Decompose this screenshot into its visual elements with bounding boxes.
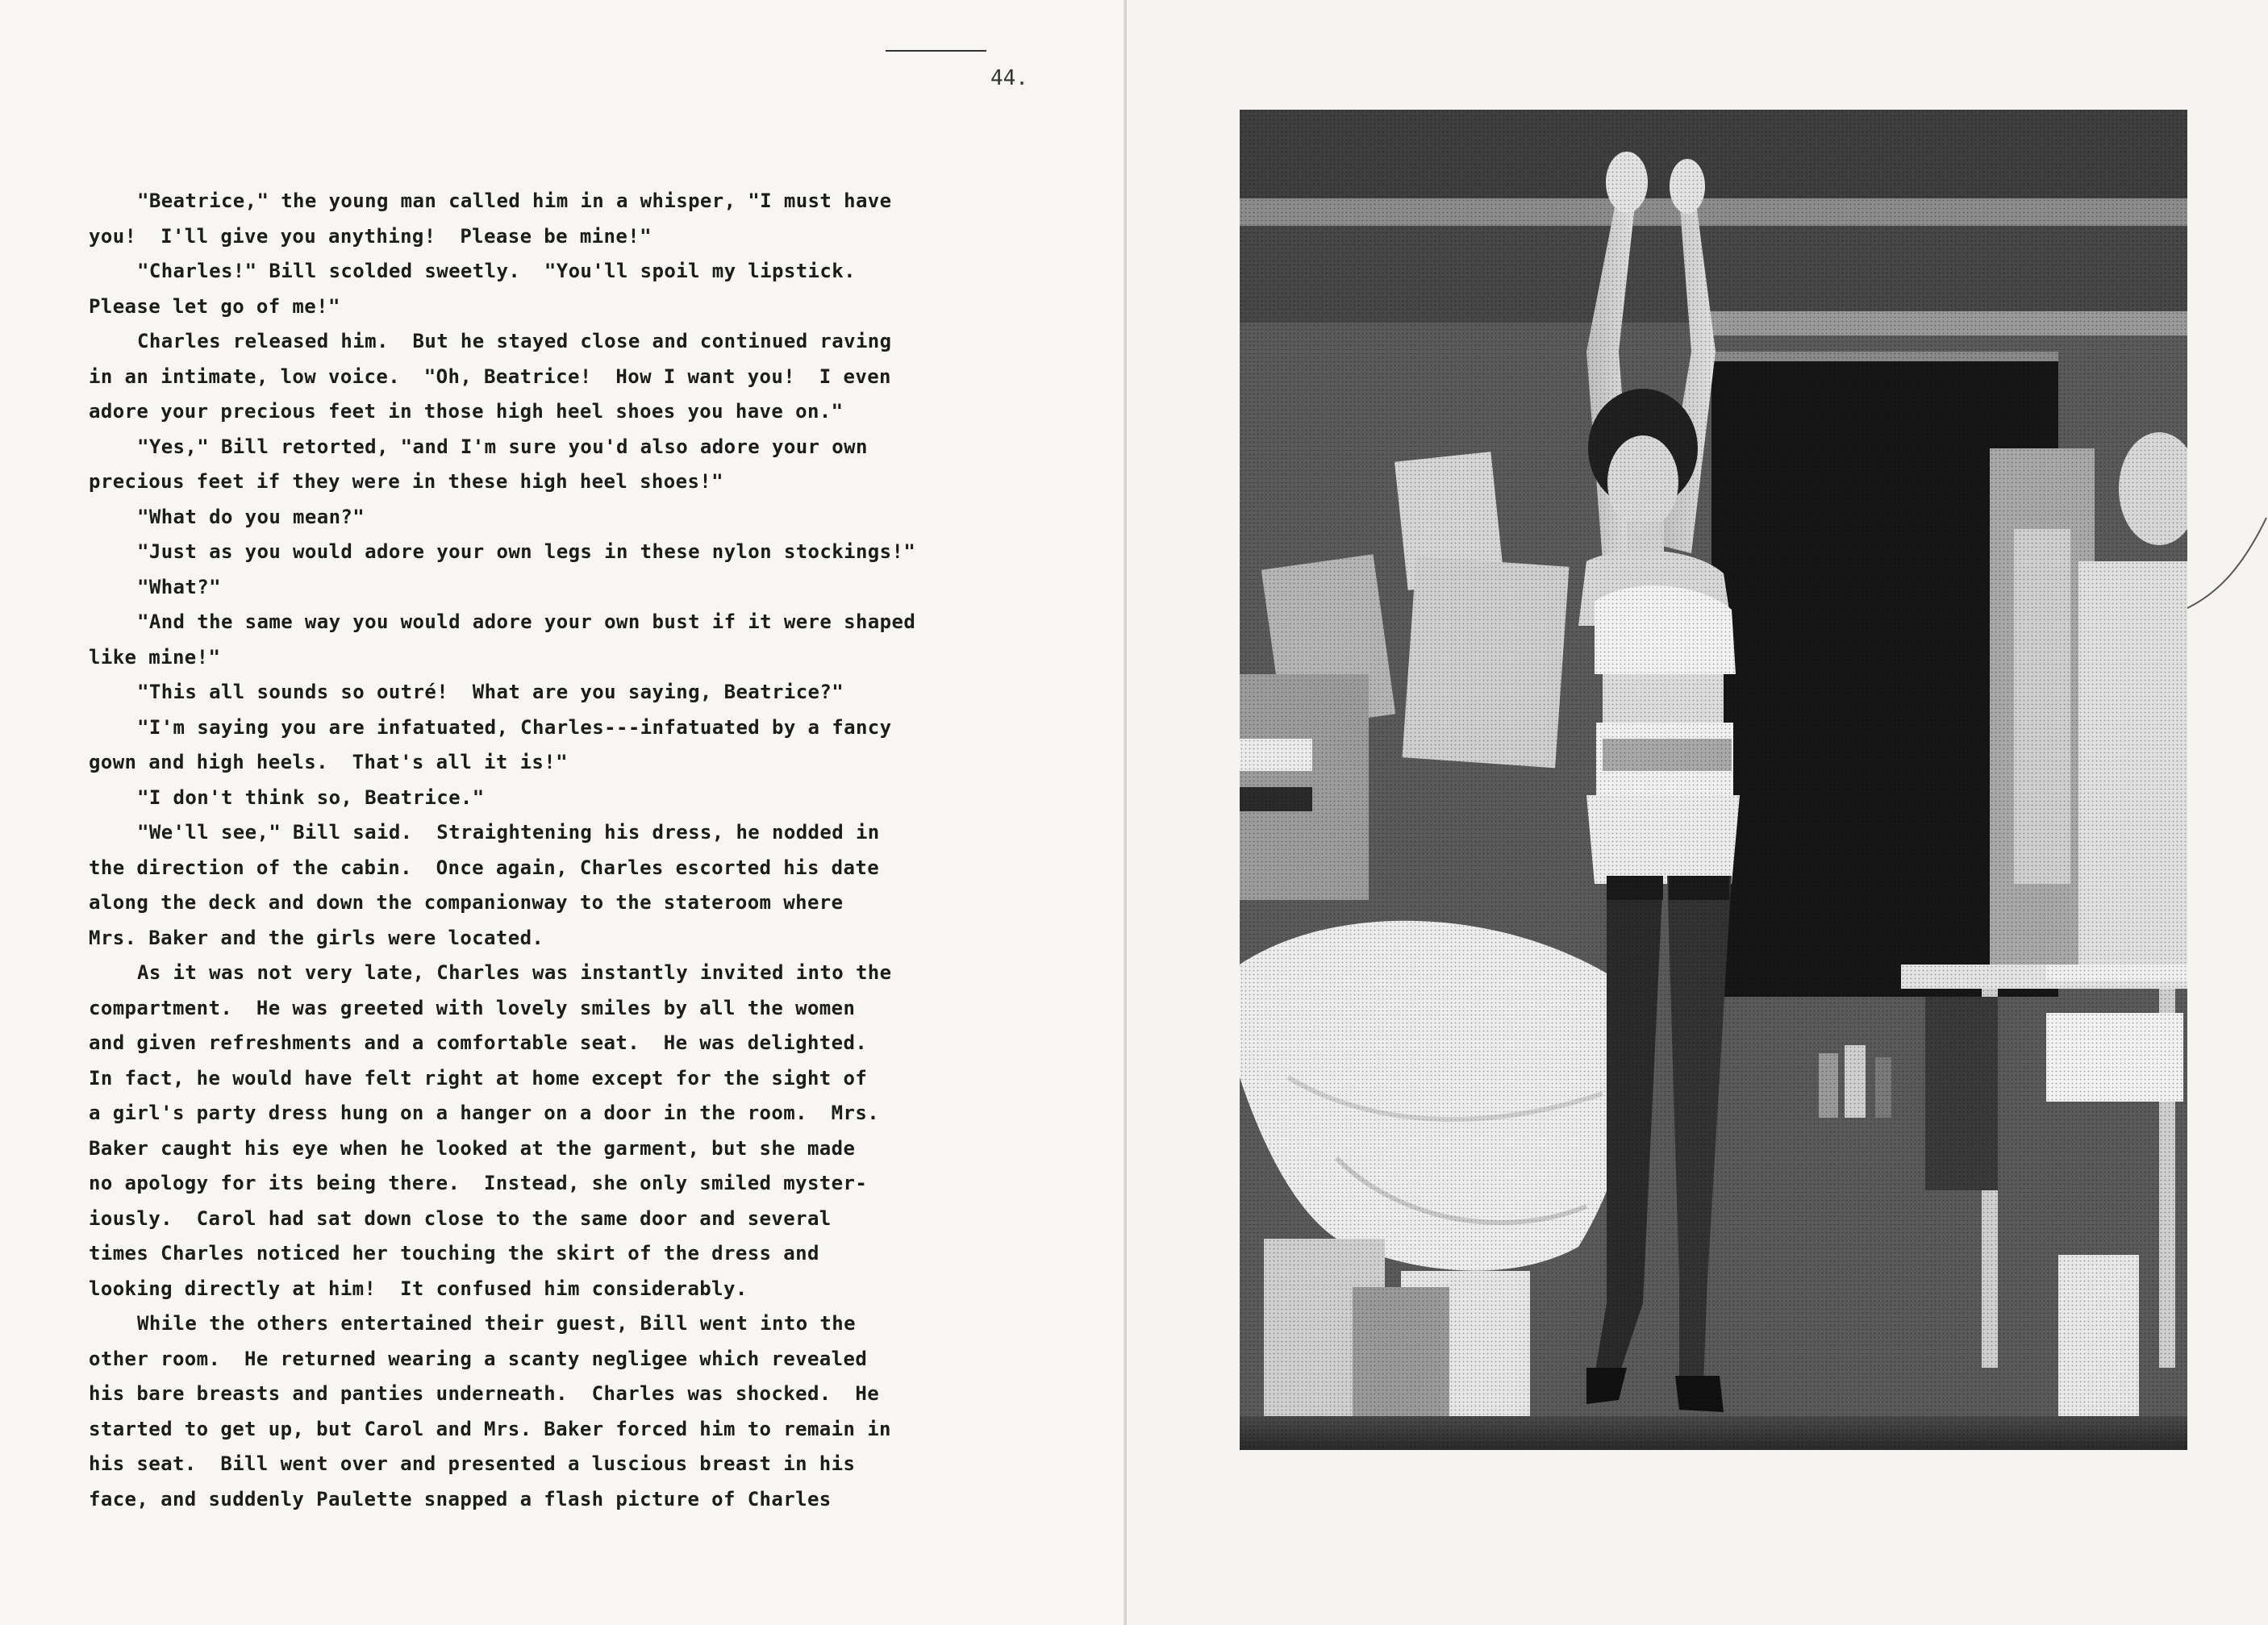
text-line: no apology for its being there. Instead, she only smiled myster-	[89, 1172, 868, 1194]
text-line: gown and high heels. That's all it is!"	[89, 751, 568, 773]
text-line: "Just as you would adore your own legs in these nylon stockings!"	[137, 540, 916, 563]
header-rule	[886, 50, 986, 52]
text-line: in an intimate, low voice. "Oh, Beatrice! How I want you! I even	[89, 365, 891, 388]
text-line: Mrs. Baker and the girls were located.	[89, 926, 544, 949]
text-line: like mine!"	[89, 645, 221, 669]
text-line: "What?"	[137, 575, 221, 598]
text-line: you! I'll give you anything! Please be mine!"	[89, 224, 652, 248]
text-line: "Beatrice," the young man called him in a whisper, "I must have	[137, 190, 892, 212]
text-line: "Yes," Bill retorted, "and I'm sure you'd also adore your own	[137, 435, 868, 458]
text-line: Charles released him. But he stayed close and continued raving	[137, 330, 892, 352]
text-line: Baker caught his eye when he looked at the garment, but she made	[89, 1136, 856, 1160]
text-line: "I don't think so, Beatrice."	[137, 785, 485, 809]
text-line: adore your precious feet in those high heel shoes you have on."	[89, 400, 844, 423]
page-number: 44.	[990, 66, 1028, 90]
text-line: compartment. He was greeted with lovely smiles by all the women	[89, 996, 856, 1019]
body-text	[89, 184, 1008, 1517]
text-line: and given refreshments and a comfortable seat. He was delighted.	[89, 1031, 868, 1054]
text-line: looking directly at him! It confused him considerably.	[89, 1277, 748, 1300]
text-line: his bare breasts and panties underneath. Charles was shocked. He	[89, 1382, 880, 1405]
text-line: along the deck and down the companionway to the stateroom where	[89, 891, 844, 914]
text-line: other room. He returned wearing a scanty negligee which revealed	[89, 1347, 868, 1370]
photograph-image	[1240, 110, 2187, 1450]
text-line: "I'm saying you are infatuated, Charles---infatuated by a fancy	[137, 715, 892, 739]
text-line: a girl's party dress hung on a hanger on a door in the room. Mrs.	[89, 1102, 880, 1124]
text-line: the direction of the cabin. Once again, Charles escorted his date	[89, 856, 880, 879]
photograph	[1240, 110, 2187, 1450]
text-line: In fact, he would have felt right at home except for the sight of	[89, 1066, 868, 1090]
text-line: "This all sounds so outré! What are you saying, Beatrice?"	[137, 681, 844, 703]
text-line: iously. Carol had sat down close to the same door and several	[89, 1206, 832, 1230]
text-line: started to get up, but Carol and Mrs. Baker forced him to remain in	[89, 1417, 891, 1440]
text-line: times Charles noticed her touching the skirt of the dress and	[89, 1242, 819, 1265]
text-line: Please let go of me!"	[89, 294, 340, 318]
text-line: "We'll see," Bill said. Straightening his dress, he nodded in	[137, 821, 880, 844]
text-line: "And the same way you would adore your own bust if it were shaped	[137, 610, 916, 633]
text-line: While the others entertained their guest, Bill went into the	[137, 1312, 856, 1335]
text-line: As it was not very late, Charles was instantly invited into the	[137, 961, 892, 984]
page-edge-mark	[2179, 516, 2268, 613]
text-line: "What do you mean?"	[137, 505, 365, 528]
left-page	[0, 0, 1125, 1625]
text-line: his seat. Bill went over and presented a luscious breast in his	[89, 1452, 856, 1475]
text-line: face, and suddenly Paulette snapped a flash picture of Charles	[89, 1487, 832, 1510]
text-line: "Charles!" Bill scolded sweetly. "You'll spoil my lipstick.	[137, 260, 856, 282]
text-line: precious feet if they were in these high heel shoes!"	[89, 470, 724, 493]
